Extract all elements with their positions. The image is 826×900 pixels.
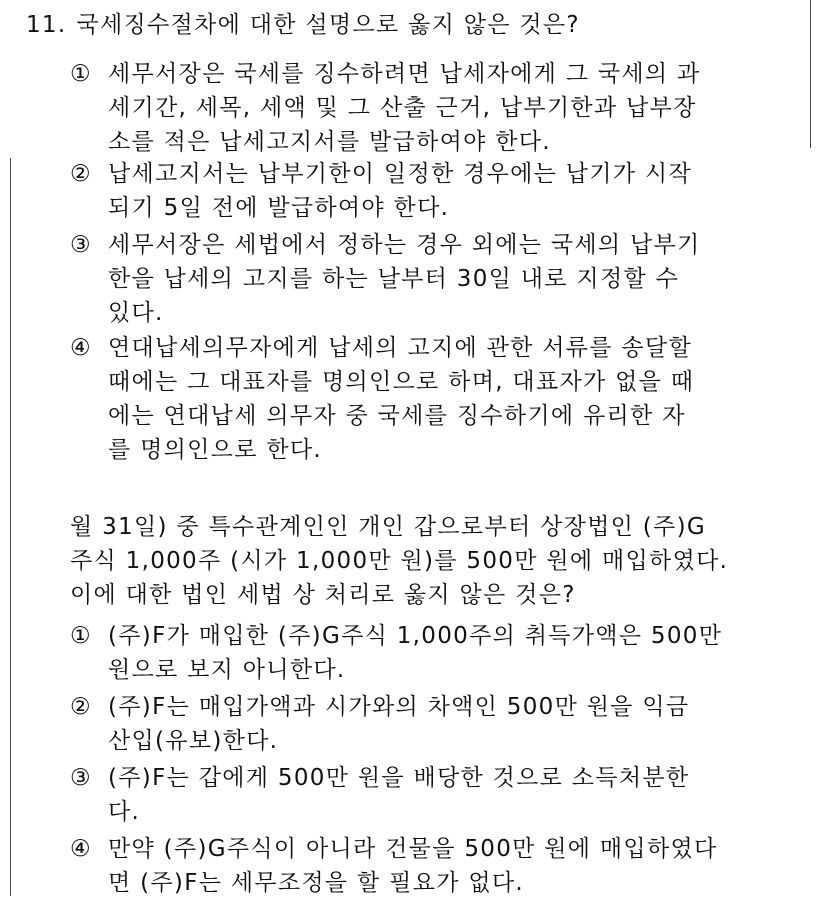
choice-line: 되기 5일 전에 발급하여야 한다.: [108, 195, 450, 221]
question-text: 국세징수절차에 대한 설명으로 옳지 않은 것은?: [76, 12, 580, 38]
q12-stem: [70, 510, 728, 612]
choice-marker: ①: [70, 623, 92, 649]
choice-marker: ③: [70, 232, 92, 258]
q12-choice-1: [70, 619, 770, 687]
choice-line: 원으로 보지 아니한다.: [108, 657, 346, 683]
choice-line: 세무서장은 국세를 징수하려면 납세자에게 그 국세의 과: [108, 61, 701, 87]
q11-choice-1: [70, 57, 770, 159]
choice-line: 를 명의인으로 한다.: [108, 437, 322, 463]
stem-line: 월 31일) 중 특수관계인인 개인 갑으로부터 상장법인 (주)G: [70, 514, 706, 540]
choice-line: 소를 적은 납세고지서를 발급하여야 한다.: [108, 129, 551, 155]
column-divider-right: [810, 0, 811, 148]
choice-marker: ①: [70, 61, 92, 87]
choice-marker: ②: [70, 694, 92, 720]
choice-line: 연대납세의무자에게 납세의 고지에 관한 서류를 송달할: [108, 335, 692, 361]
choice-marker: ②: [70, 161, 92, 187]
question-11-header: [26, 8, 580, 42]
choice-line: 다.: [108, 799, 141, 825]
choice-line: 세무서장은 세법에서 정하는 경우 외에는 국세의 납부기: [108, 232, 701, 258]
q11-choice-4: [70, 331, 770, 467]
choice-line: 있다.: [108, 300, 164, 326]
choice-line: (주)F는 갑에게 500만 원을 배당한 것으로 소득처분한: [108, 765, 690, 791]
q11-choice-3: [70, 228, 770, 330]
choice-line: 한을 납세의 고지를 하는 날부터 30일 내로 지정할 수: [108, 266, 680, 292]
choice-line: 면 (주)F는 세무조정을 할 필요가 없다.: [108, 870, 524, 896]
choice-line: (주)F는 매입가액과 시가와의 차액인 500만 원을 익금: [108, 694, 690, 720]
column-divider-left: [10, 158, 11, 896]
stem-line: 이에 대한 법인 세법 상 처리로 옳지 않은 것은?: [70, 582, 576, 608]
q12-choice-4: [70, 832, 770, 900]
q12-choice-2: [70, 690, 770, 758]
q11-choice-2: [70, 157, 770, 225]
choice-line: 세기간, 세목, 세액 및 그 산출 근거, 납부기한과 납부장: [108, 95, 697, 121]
q12-choice-3: [70, 761, 770, 829]
choice-line: 때에는 그 대표자를 명의인으로 하며, 대표자가 없을 때: [108, 369, 695, 395]
question-number: 11.: [26, 12, 67, 38]
choice-line: 산입(유보)한다.: [108, 728, 279, 754]
choice-line: 납세고지서는 납부기한이 일정한 경우에는 납기가 시작: [108, 161, 692, 187]
choice-marker: ④: [70, 335, 92, 361]
choice-marker: ④: [70, 836, 92, 862]
stem-line: 주식 1,000주 (시가 1,000만 원)를 500만 원에 매입하였다.: [70, 548, 729, 574]
choice-line: 만약 (주)G주식이 아니라 건물을 500만 원에 매입하였다: [108, 836, 718, 862]
choice-marker: ③: [70, 765, 92, 791]
choice-line: 에는 연대납세 의무자 중 국세를 징수하기에 유리한 자: [108, 403, 686, 429]
choice-line: (주)F가 매입한 (주)G주식 1,000주의 취득가액은 500만: [108, 623, 723, 649]
